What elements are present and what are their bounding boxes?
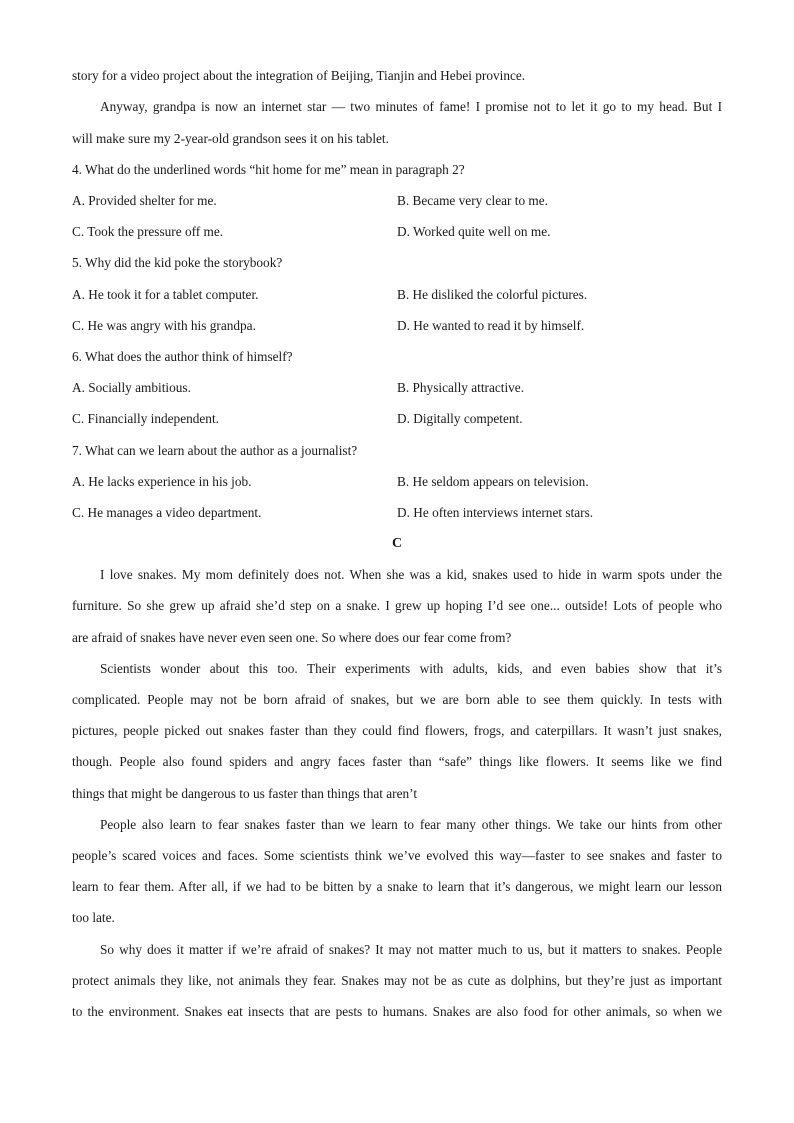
passage-line: people’s scared voices and faces. Some scientists think we’ve evolved this way—faster to see snakes and faster to [72, 848, 722, 863]
option-b: B. He seldom appears on television. [397, 474, 589, 489]
passage-line: story for a video project about the integration of Beijing, Tianjin and Hebei province. [72, 68, 526, 83]
option-c: C. He manages a video department. [72, 505, 262, 520]
option-a: A. Socially ambitious. [72, 380, 191, 395]
passage-line: things that might be dangerous to us faster than things that aren’t [72, 786, 418, 801]
passage-line: Anyway, grandpa is now an internet star — two minutes of fame! I promise not to let it go to my head. But I [100, 99, 722, 114]
option-a: A. He took it for a tablet computer. [72, 287, 259, 302]
question-stem: 5. Why did the kid poke the storybook? [72, 255, 283, 270]
question-stem: 6. What does the author think of himself? [72, 349, 293, 364]
option-a: A. He lacks experience in his job. [72, 474, 252, 489]
passage-line: though. People also found spiders and angry faces faster than “safe” things like flowers. It seems like we find [72, 754, 722, 769]
question-stem: 4. What do the underlined words “hit home for me” mean in paragraph 2? [72, 162, 465, 177]
passage-line: will make sure my 2-year-old grandson sees it on his tablet. [72, 131, 389, 146]
option-b: B. Physically attractive. [397, 380, 525, 395]
section-heading: C [391, 536, 403, 551]
passage-line: complicated. People may not be born afraid of snakes, but we are born able to see them quickly. In tests with [72, 692, 722, 707]
option-a: A. Provided shelter for me. [72, 193, 217, 208]
option-c: C. Financially independent. [72, 411, 219, 426]
option-d: D. He wanted to read it by himself. [397, 318, 585, 333]
passage-line: too late. [72, 910, 115, 925]
passage-line: protect animals they like, not animals they fear. Snakes may not be as cute as dolphins, but they’re just as important [72, 973, 722, 988]
passage-line: to the environment. Snakes eat insects that are pests to humans. Snakes are also food for other animals, so when we [72, 1004, 722, 1019]
passage-line: Scientists wonder about this too. Their experiments with adults, kids, and even babies show that it’s [100, 661, 722, 676]
option-b: B. Became very clear to me. [397, 193, 548, 208]
passage-line: learn to fear them. After all, if we had to be bitten by a snake to learn that it’s dangerous, we might learn our lesson [72, 879, 722, 894]
option-b: B. He disliked the colorful pictures. [397, 287, 588, 302]
passage-line: are afraid of snakes have never even seen one. So where does our fear come from? [72, 630, 512, 645]
option-d: D. Digitally competent. [397, 411, 523, 426]
passage-line: People also learn to fear snakes faster than we learn to fear many other things. We take our hints from other [100, 817, 722, 832]
question-stem: 7. What can we learn about the author as a journalist? [72, 443, 358, 458]
option-d: D. Worked quite well on me. [397, 224, 551, 239]
passage-line: So why does it matter if we’re afraid of snakes? It may not matter much to us, but it matters to snakes. People [100, 942, 722, 957]
option-d: D. He often interviews internet stars. [397, 505, 594, 520]
passage-line: furniture. So she grew up afraid she’d step on a snake. I grew up hoping I’d see one... outside! Lots of people who [72, 598, 722, 613]
option-c: C. He was angry with his grandpa. [72, 318, 256, 333]
passage-line: pictures, people picked out snakes faster than they could find flowers, frogs, and caterpillars. It wasn’t just snakes, [72, 723, 722, 738]
passage-line: I love snakes. My mom definitely does not. When she was a kid, snakes used to hide in warm spots under the [100, 567, 722, 582]
option-c: C. Took the pressure off me. [72, 224, 224, 239]
